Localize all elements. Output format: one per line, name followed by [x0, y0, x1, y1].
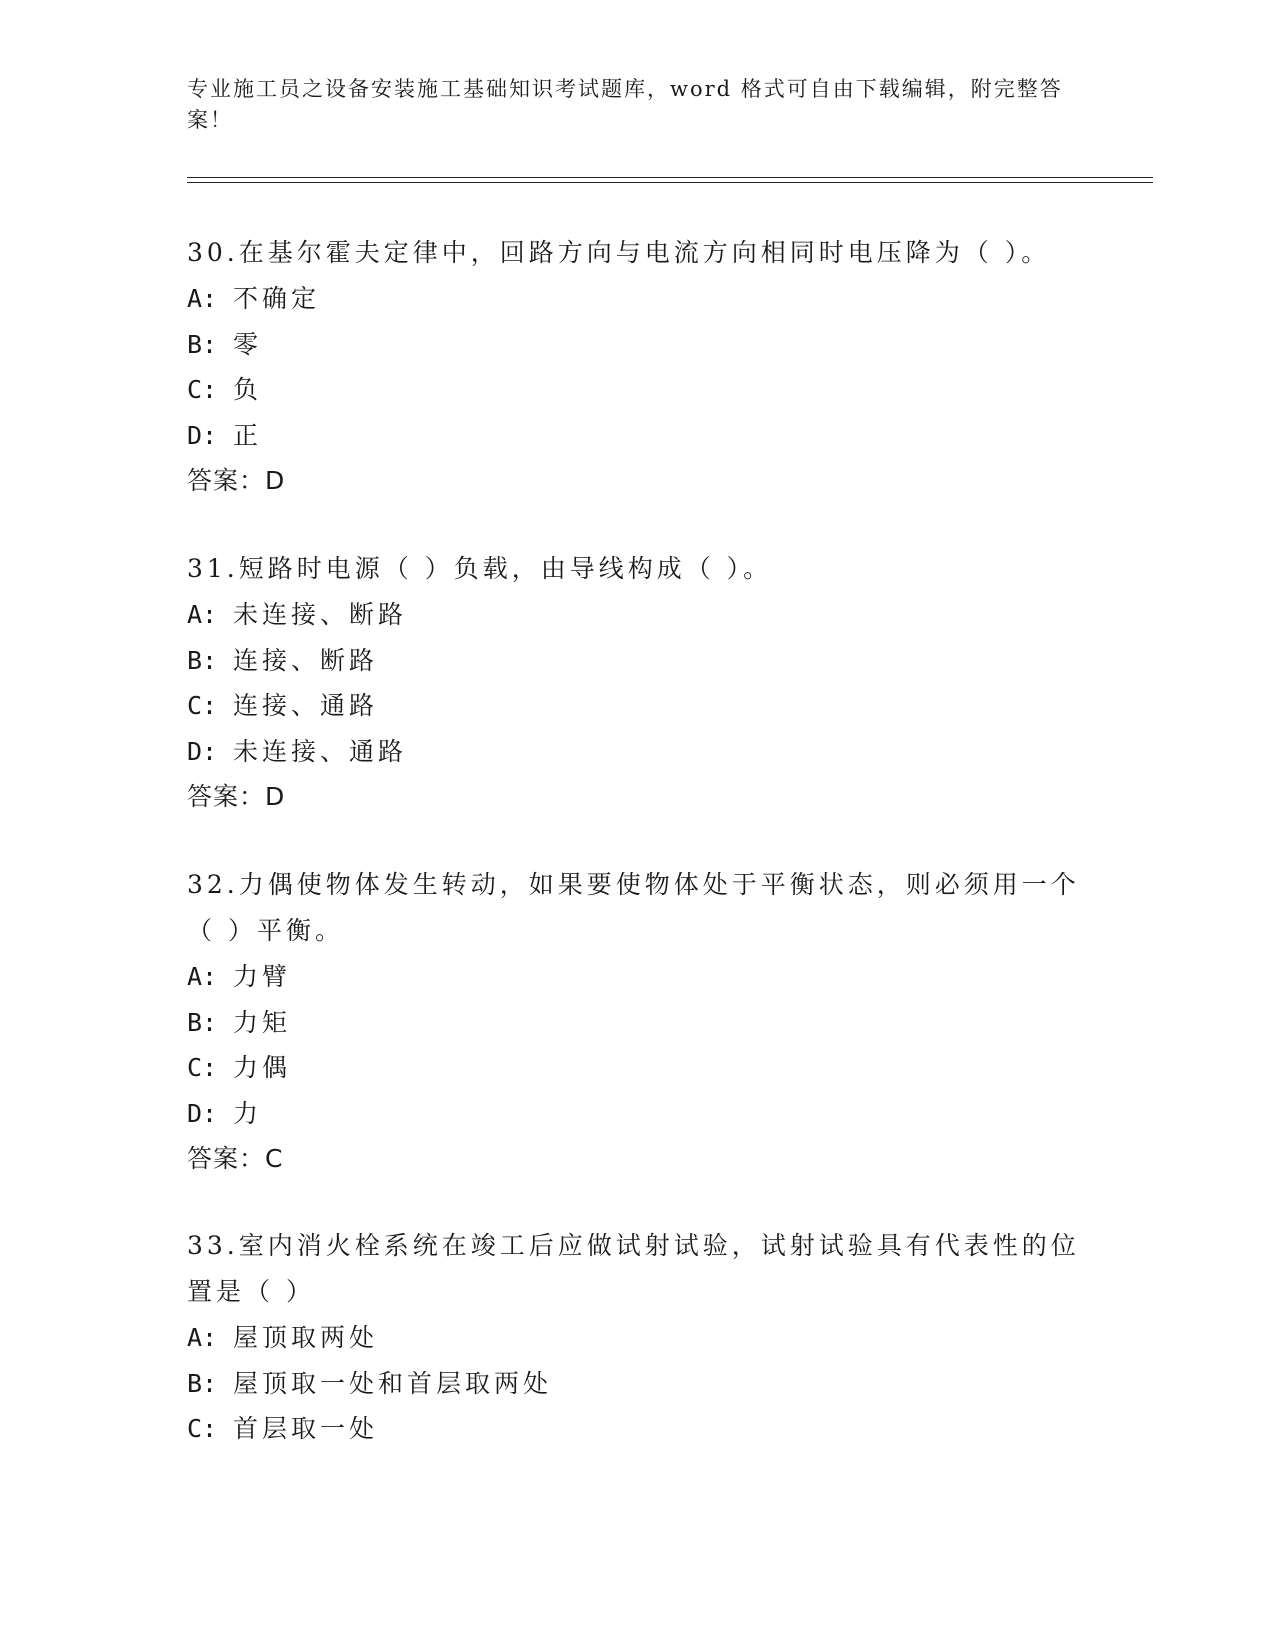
option-key: A:	[187, 600, 218, 629]
option-text: 首层取一处	[233, 1414, 379, 1443]
option-key: C:	[187, 691, 218, 720]
option-key: C:	[187, 1414, 218, 1443]
option-text: 负	[233, 375, 263, 404]
question-31	[187, 546, 1087, 820]
option-c	[187, 1406, 1087, 1452]
question-33	[187, 1223, 1087, 1452]
option-key: A:	[187, 1323, 218, 1352]
option-text: 未连接、通路	[233, 736, 408, 766]
option-key: D:	[187, 736, 218, 766]
question-32	[187, 862, 1087, 1182]
document-header: 专业施工员之设备安装施工基础知识考试题库，word 格式可自由下载编辑，附完整答案！	[187, 77, 1063, 132]
option-text: 零	[233, 329, 263, 359]
option-c	[187, 367, 1087, 413]
option-d	[187, 1091, 1087, 1137]
option-key: D:	[187, 420, 218, 450]
header-divider	[187, 177, 1153, 183]
option-a	[187, 954, 1087, 1000]
answer-line: 答案：D	[187, 782, 286, 811]
option-key: A:	[187, 284, 218, 313]
option-a	[187, 592, 1087, 638]
option-a	[187, 1315, 1087, 1361]
option-b	[187, 1361, 1087, 1407]
option-text: 正	[233, 420, 263, 450]
option-d	[187, 413, 1087, 459]
option-a	[187, 276, 1087, 322]
option-key: B:	[187, 1007, 218, 1037]
answer-line: 答案：D	[187, 466, 286, 495]
option-d	[187, 729, 1087, 775]
option-key: C:	[187, 1053, 218, 1082]
option-key: A:	[187, 962, 218, 991]
option-text: 连接、通路	[233, 691, 379, 720]
option-c	[187, 1045, 1087, 1091]
option-text: 连接、断路	[233, 645, 379, 675]
question-stem: 31.短路时电源（ ）负载，由导线构成（ ）。	[187, 554, 773, 583]
option-c	[187, 683, 1087, 729]
option-text: 屋顶取一处和首层取两处	[233, 1368, 553, 1398]
option-text: 未连接、断路	[233, 600, 408, 629]
question-stem: 32.力偶使物体发生转动，如果要使物体处于平衡状态，则必须用一个（ ）平衡。	[187, 870, 1080, 945]
option-text: 屋顶取两处	[233, 1323, 379, 1352]
option-key: C:	[187, 375, 218, 404]
question-30	[187, 230, 1087, 504]
option-text: 力矩	[233, 1007, 292, 1037]
option-key: B:	[187, 329, 218, 359]
option-text: 不确定	[233, 284, 321, 313]
option-key: B:	[187, 645, 218, 675]
option-text: 力臂	[233, 962, 292, 991]
option-b	[187, 1000, 1087, 1046]
question-stem: 33.室内消火栓系统在竣工后应做试射试验，试射试验具有代表性的位置是（ ）	[187, 1231, 1080, 1306]
option-b	[187, 638, 1087, 684]
option-key: B:	[187, 1368, 218, 1398]
answer-line: 答案：C	[187, 1144, 284, 1173]
option-text: 力偶	[233, 1053, 292, 1082]
question-stem: 30.在基尔霍夫定律中，回路方向与电流方向相同时电压降为（ ）。	[187, 238, 1051, 267]
option-b	[187, 322, 1087, 368]
option-text: 力	[233, 1098, 263, 1128]
option-key: D:	[187, 1098, 218, 1128]
